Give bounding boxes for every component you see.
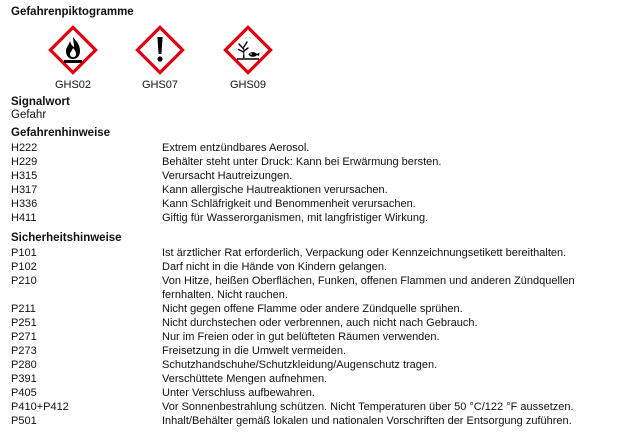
precaution-row — [11, 246, 630, 260]
precaution-row — [11, 344, 630, 358]
precaution-code: P405 — [11, 387, 37, 399]
precaution-code: P102 — [11, 261, 37, 273]
precaution-row — [11, 302, 630, 316]
environment-icon — [222, 24, 274, 76]
signal-word-value: Gefahr — [11, 109, 47, 121]
precaution-text: Vor Sonnenbestrahlung schützen. Nicht Temperaturen über 50 °C/122 °F aussetzen. — [162, 401, 574, 413]
precaution-text-continuation: fernhalten. Nicht rauchen. — [162, 289, 288, 301]
precaution-text: Unter Verschluss aufbewahren. — [162, 387, 315, 399]
pictogram-ghs09 — [218, 24, 278, 92]
hazard-text: Extrem entzündbares Aerosol. — [162, 142, 310, 154]
precaution-text: Inhalt/Behälter gemäß lokalen und nationalen Vorschriften der Entsorgung zuführen. — [162, 415, 572, 427]
precaution-code: P101 — [11, 247, 37, 259]
pictogram-ghs07 — [130, 24, 190, 92]
flame-icon — [47, 24, 99, 76]
precaution-text: Verschüttete Mengen aufnehmen. — [162, 373, 328, 385]
hazard-code: H222 — [11, 142, 38, 154]
hazard-statements-heading: Gefahrenhinweise — [11, 127, 111, 139]
section-pictograms-heading: Gefahrenpiktogramme — [11, 6, 134, 18]
exclamation-icon — [134, 24, 186, 76]
precaution-text: Nicht gegen offene Flamme oder andere Zündquelle sprühen. — [162, 303, 463, 315]
precaution-row — [11, 400, 630, 414]
precaution-row — [11, 358, 630, 372]
signal-word-heading: Signalwort — [11, 96, 70, 108]
precaution-text: Nur im Freien oder in gut belüfteten Räumen verwenden. — [162, 331, 440, 343]
precaution-code: P280 — [11, 359, 37, 371]
hazard-code: H336 — [11, 198, 38, 210]
hazard-code: H229 — [11, 156, 38, 168]
precaution-code: P251 — [11, 317, 37, 329]
hazard-text: Giftig für Wasserorganismen, mit langfristiger Wirkung. — [162, 212, 429, 224]
precaution-code: P391 — [11, 373, 37, 385]
hazard-text: Verursacht Hautreizungen. — [162, 170, 293, 182]
precaution-row — [11, 260, 630, 274]
pictogram-code: GHS09 — [229, 79, 267, 91]
hazard-code: H411 — [11, 212, 37, 224]
precaution-text: Freisetzung in die Umwelt vermeiden. — [162, 345, 347, 357]
precaution-code: P501 — [11, 415, 37, 427]
precaution-code: P273 — [11, 345, 37, 357]
precaution-row-continuation — [11, 288, 630, 302]
hazard-statements-list — [11, 141, 630, 225]
precaution-row — [11, 274, 630, 288]
precaution-text: Ist ärztlicher Rat erforderlich, Verpackung oder Kennzeichnungsetikett bereithalten. — [162, 247, 567, 259]
precaution-row — [11, 330, 630, 344]
pictogram-ghs02 — [43, 24, 103, 92]
hazard-text: Kann allergische Hautreaktionen verursachen. — [162, 184, 388, 196]
hazard-code: H317 — [11, 184, 38, 196]
hazard-row — [11, 211, 630, 225]
precaution-code: P211 — [11, 303, 36, 315]
hazard-row — [11, 183, 630, 197]
precaution-row — [11, 372, 630, 386]
precaution-row — [11, 386, 630, 400]
hazard-row — [11, 155, 630, 169]
hazard-row — [11, 197, 630, 211]
precaution-code: P210 — [11, 275, 37, 287]
precaution-row — [11, 414, 630, 428]
hazard-text: Behälter steht unter Druck: Kann bei Erwärmung bersten. — [162, 156, 442, 168]
precaution-code: P410+P412 — [11, 401, 69, 413]
precaution-text: Nicht durchstechen oder verbrennen, auch nicht nach Gebrauch. — [162, 317, 478, 329]
precautionary-statements-list — [11, 246, 630, 428]
precautionary-statements-heading: Sicherheitshinweise — [11, 232, 122, 244]
precaution-row — [11, 316, 630, 330]
precaution-text: Darf nicht in die Hände von Kindern gelangen. — [162, 261, 388, 273]
pictogram-code: GHS02 — [54, 79, 92, 91]
hazard-row — [11, 141, 630, 155]
pictogram-code: GHS07 — [141, 79, 179, 91]
precaution-text: Von Hitze, heißen Oberflächen, Funken, offenen Flammen und anderen Zündquellen — [162, 275, 575, 287]
hazard-text: Kann Schläfrigkeit und Benommenheit verursachen. — [162, 198, 416, 210]
precaution-code: P271 — [11, 331, 37, 343]
precaution-text: Schutzhandschuhe/Schutzkleidung/Augenschutz tragen. — [162, 359, 438, 371]
hazard-row — [11, 169, 630, 183]
hazard-code: H315 — [11, 170, 38, 182]
